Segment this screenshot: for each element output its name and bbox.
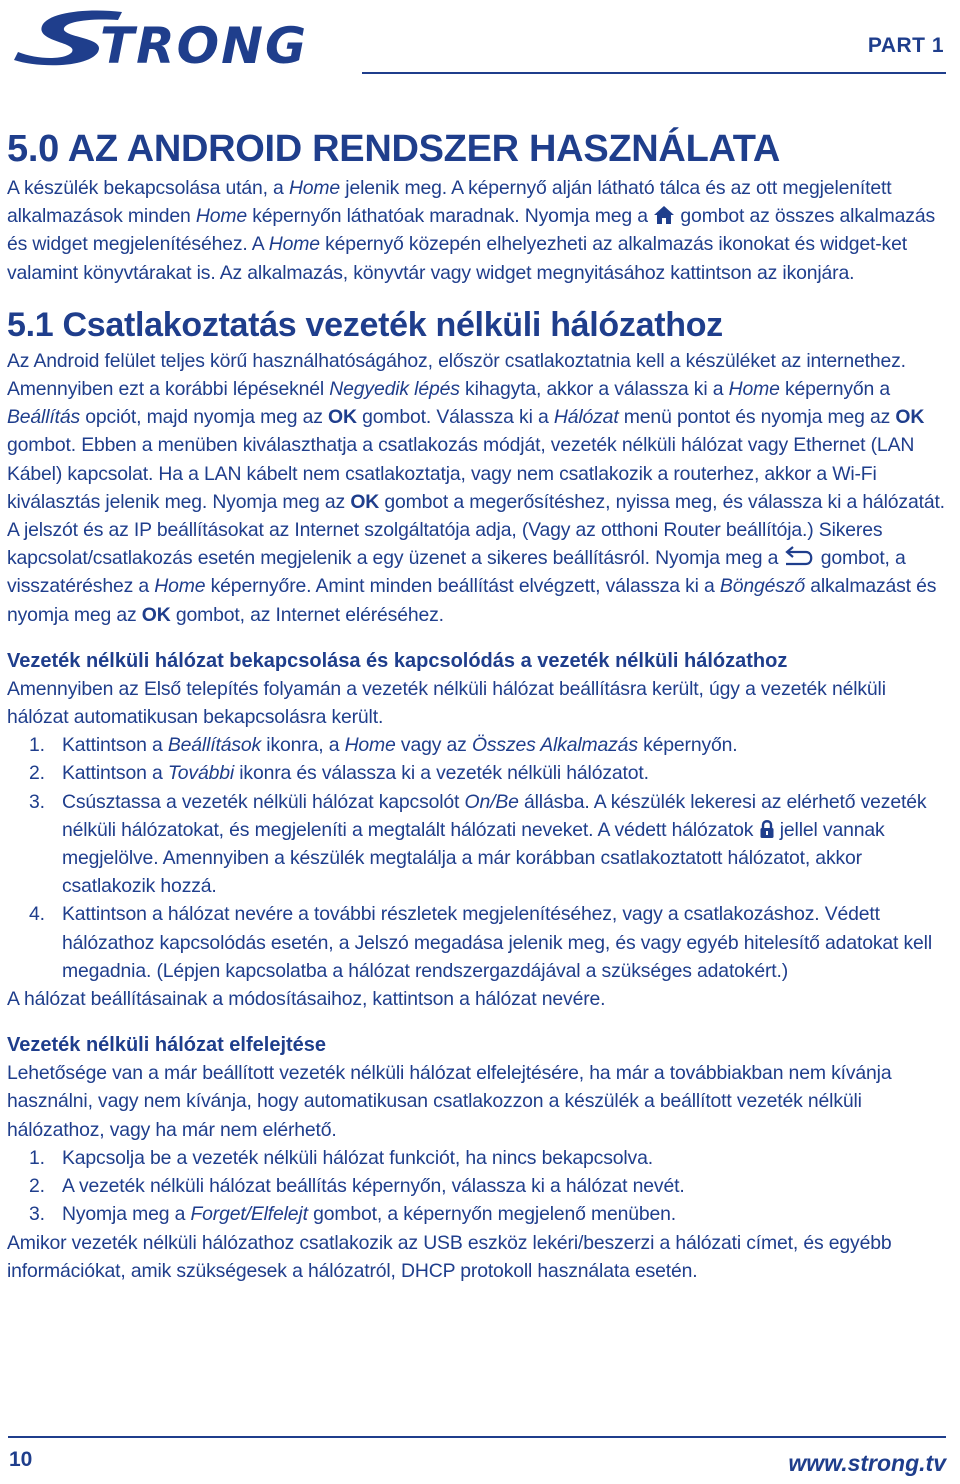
wifi-forget-steps (7, 1144, 946, 1229)
header-divider (362, 72, 946, 74)
page-number: 10 (9, 1448, 33, 1471)
wifi-on-heading: Vezeték nélküli hálózat bekapcsolása és kapcsolódás a vezeték nélküli hálózathoz (7, 649, 788, 672)
part-label: PART 1 (867, 34, 944, 57)
section-5-1-paragraph: Az Android felület teljes körű használhatóságához, először csatlakoztatnia kell a készüléket az internethez. Amennyiben ezt a korábbi lépéseknél Negyedik lépés kihagyta, akkor a válassza ki a Home képernyőn a Beállítás opciót, majd nyomja meg az OK gombot. Válassza ki a Hálózat menü pontot és nyomja meg az OK gombot. Ebben a menüben kiválaszthatja a csatlakozás módját, vezeték nélküli hálózat vagy Ethernet (LAN Kábel) kapcsolat. Ha a LAN kábelt nem csatlakoztatja, vagy nem csatlakozik a routerhez, akkor a Wi-Fi kiválasztás jelenik meg. Nyomja meg az OK gombot a megerősítéshez, nyissa meg, és válassza ki a hálózatát. A jelszót és az IP beállításokat az Internet szolgáltatója adja, (Vagy az otthoni Router beállítója.) Sikeres kapcsolat/csatlakozás esetén megjelenik a egy üzenet a sikeres beállításról. Nyomja meg a gombot, a visszatéréshez a Home képernyőre. Amint minden beállítást elvégzett, válassza ki a Böngésző alkalmazást és nyomja meg az OK gombot, az Internet eléréséhez. (7, 349, 945, 626)
list-item: 1. Kattintson a Beállítások ikonra, a Home vagy az Összes Alkalmazás képernyőn. (29, 734, 738, 757)
wifi-forget-intro: Lehetősége van a már beállított vezeték nélküli hálózat elfelejtésére, ha már a továbbiakban nem kívánja használni, vagy nem kívánja, hogy automatikusan csatlakozzon a készülék a beállított vezeték nélküli hálózathoz, vagy ha már nem elérhető. (7, 1062, 892, 1141)
section-5-1-title: 5.1 Csatlakoztatás vezeték nélküli hálózathoz (7, 305, 723, 344)
lock-icon (759, 819, 775, 839)
section-5-0-title: 5.0 AZ ANDROID RENDSZER HASZNÁLATA (7, 128, 781, 170)
wifi-on-intro: Amennyiben az Első telepítés folyamán a vezeték nélküli hálózat beállításra került, úgy a vezeték nélküli hálózat automatikusan bekapcsolásra került. (7, 677, 886, 729)
footer-divider (8, 1436, 946, 1438)
list-item: 4. Kattintson a hálózat nevére a további részletek megjelenítéséhez, vagy a csatlakozáshoz. Védett hálózathoz kapcsolódás esetén, a Jelszó megadása jelenik meg, és vagy egyéb hitelesítő adatokat kell megadnia. (Lépjen kapcsolatba a hálózat rendszergazdájával a szükséges adatokért.) (29, 903, 932, 982)
page-content (7, 124, 946, 1285)
wifi-on-outro: A hálózat beállításainak a módosításaihoz, kattintson a hálózat nevére. (7, 988, 606, 1011)
wifi-on-steps (7, 731, 946, 985)
list-item: 3. Nyomja meg a Forget/Elfelejt gombot, a képernyőn megjelenő menüben. (29, 1203, 677, 1226)
list-item: 3. Csúsztassa a vezeték nélküli hálózat kapcsolót On/Be állásba. A készülék lekeresi az elérhető vezeték nélküli hálózatokat, és megjeleníti a megtalált hálózati neveket. A védett hálózatok jellel vannak megjelölve. Amennyiben a készülék megtalálja a már korábban csatlakoztatott hálózatot, akkor csatlakozik hozzá. (29, 790, 927, 898)
list-item: 1. Kapcsolja be a vezeték nélküli hálózat funkciót, ha nincs bekapcsolva. (29, 1146, 653, 1169)
list-item: 2. A vezeték nélküli hálózat beállítás képernyőn, válassza ki a hálózat nevét. (29, 1175, 685, 1198)
wifi-forget-heading: Vezeték nélküli hálózat elfelejtése (7, 1034, 327, 1057)
svg-text:TRONG: TRONG (100, 17, 308, 70)
home-icon (653, 205, 675, 225)
strong-logo (8, 8, 308, 70)
section-5-0-paragraph: A készülék bekapcsolása után, a Home jelenik meg. A képernyő alján látható tálca és az ott megjelenített alkalmazások minden Home képernyőn láthatóak maradnak. Nyomja meg a gombot az összes alkalmazás és widget megjelenítéséhez. A Home képernyő közepén elhelyezheti az alkalmazás ikonokat és widget-ket valamint könyvtárakat is. Az alkalmazás, könyvtár vagy widget megnyitásához kattintson az ikonjára. (7, 177, 936, 284)
back-icon (784, 545, 816, 567)
list-item: 2. Kattintson a További ikonra és válassza ki a vezeték nélküli hálózatot. (29, 762, 649, 785)
wifi-forget-outro: Amikor vezeték nélküli hálózathoz csatlakozik az USB eszköz lekéri/beszerzi a hálózati címet, és egyébb információkat, amik szükségesek a hálózatról, DHCP protokoll használata esetén. (7, 1231, 892, 1282)
website-url[interactable]: www.strong.tv (788, 1450, 946, 1476)
